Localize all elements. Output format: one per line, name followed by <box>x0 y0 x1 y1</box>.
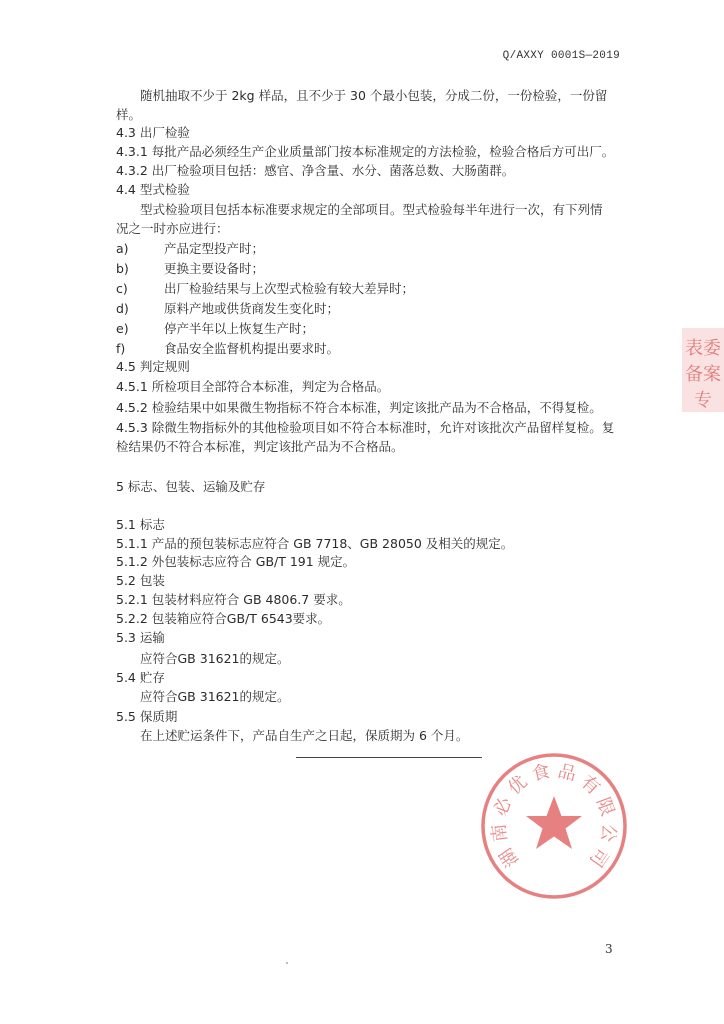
condition-key: d) <box>116 301 129 316</box>
condition-text: 原料产地或供货商发生变化时； <box>164 301 340 316</box>
clause-5-5-text: 在上述贮运条件下，产品自生产之日起，保质期为 6 个月。 <box>140 728 469 743</box>
sampling-text-line2: 样。 <box>116 107 142 122</box>
seal-character: 有 <box>576 771 604 800</box>
clause-5-2-1: 5.2.1 包装材料应符合 GB 4806.7 要求。 <box>116 592 351 607</box>
side-stamp-line2: 备案专 <box>685 364 721 411</box>
heading-4-4: 4.4 型式检验 <box>116 182 190 197</box>
seal-character: 公 <box>596 822 620 844</box>
condition-key: e) <box>116 321 129 336</box>
heading-4-5: 4.5 判定规则 <box>116 359 190 374</box>
seal-character: 优 <box>504 771 532 800</box>
seal-character: 必 <box>489 794 516 819</box>
heading-5-3: 5.3 运输 <box>116 630 165 645</box>
clause-4-5-3-line1: 4.5.3 除微生物指标外的其他检验项目如不符合本标准时，允许对该批次产品留样复检。复 <box>116 420 615 435</box>
clause-5-2-2: 5.2.2 包装箱应符合GB/T 6543要求。 <box>116 611 331 626</box>
document-code: Q/AXXY 0001S—2019 <box>502 50 620 62</box>
heading-5: 5 标志、包装、运输及贮存 <box>116 479 266 494</box>
condition-key: c) <box>116 281 128 296</box>
condition-text: 更换主要设备时； <box>164 261 265 276</box>
seal-character: 南 <box>488 822 512 844</box>
condition-text: 产品定型投产时； <box>164 241 265 256</box>
side-stamp-line1: 表委 <box>685 338 721 359</box>
sampling-text-line1: 随机抽取不少于 2kg 样品，且不少于 30 个最小包装，分成二份，一份检验，一份留 <box>140 88 608 103</box>
condition-text: 出厂检验结果与上次型式检验有较大差异时； <box>164 281 415 296</box>
clause-5-3-text: 应符合GB 31621的规定。 <box>140 651 290 666</box>
clause-4-5-1: 4.5.1 所检项目全部符合本标准，判定为合格品。 <box>116 379 390 394</box>
end-rule <box>296 757 482 758</box>
seal-character: 湖 <box>495 843 524 871</box>
condition-text: 停产半年以上恢复生产时； <box>164 321 315 336</box>
clause-4-4-text-line2: 况之一时亦应进行： <box>116 221 229 236</box>
heading-5-2: 5.2 包装 <box>116 573 165 588</box>
clause-5-4-text: 应符合GB 31621的规定。 <box>140 689 290 704</box>
clause-4-4-text-line1: 型式检验项目包括本标准要求规定的全部项目。型式检验每半年进行一次，有下列情 <box>140 202 603 217</box>
condition-text: 食品安全监督机构提出要求时。 <box>164 341 340 356</box>
clause-4-3-2: 4.3.2 出厂检验项目包括：感官、净含量、水分、菌落总数、大肠菌群。 <box>116 163 515 178</box>
seal-star-icon <box>526 796 582 849</box>
condition-key: f) <box>116 341 126 356</box>
seal-character: 限 <box>592 794 619 819</box>
page-number: 3 <box>605 942 613 956</box>
heading-4-3: 4.3 出厂检验 <box>116 125 190 140</box>
clause-5-1-2: 5.1.2 外包装标志应符合 GB/T 191 规定。 <box>116 554 356 569</box>
clause-4-5-3-line2: 检结果仍不符合本标准，判定该批产品为不合格品。 <box>116 439 404 454</box>
seal-character: 品 <box>555 760 579 786</box>
clause-4-3-1: 4.3.1 每批产品必须经生产企业质量部门按本标准规定的方法检验，检验合格后方可出厂。 <box>116 144 615 159</box>
side-registration-stamp <box>682 328 724 412</box>
heading-5-5: 5.5 保质期 <box>116 709 178 724</box>
seal-character: 司 <box>584 843 613 871</box>
heading-5-4: 5.4 贮存 <box>116 670 165 685</box>
company-seal <box>478 750 630 902</box>
condition-key: a) <box>116 241 129 256</box>
heading-5-1: 5.1 标志 <box>116 517 165 532</box>
condition-key: b) <box>116 261 129 276</box>
seal-character: 食 <box>529 760 553 786</box>
scan-speck <box>286 962 288 964</box>
clause-5-1-1: 5.1.1 产品的预包装标志应符合 GB 7718、GB 28050 及相关的规定。 <box>116 536 514 551</box>
clause-4-5-2: 4.5.2 检验结果中如果微生物指标不符合本标准，判定该批产品为不合格品，不得复检。 <box>116 400 602 415</box>
